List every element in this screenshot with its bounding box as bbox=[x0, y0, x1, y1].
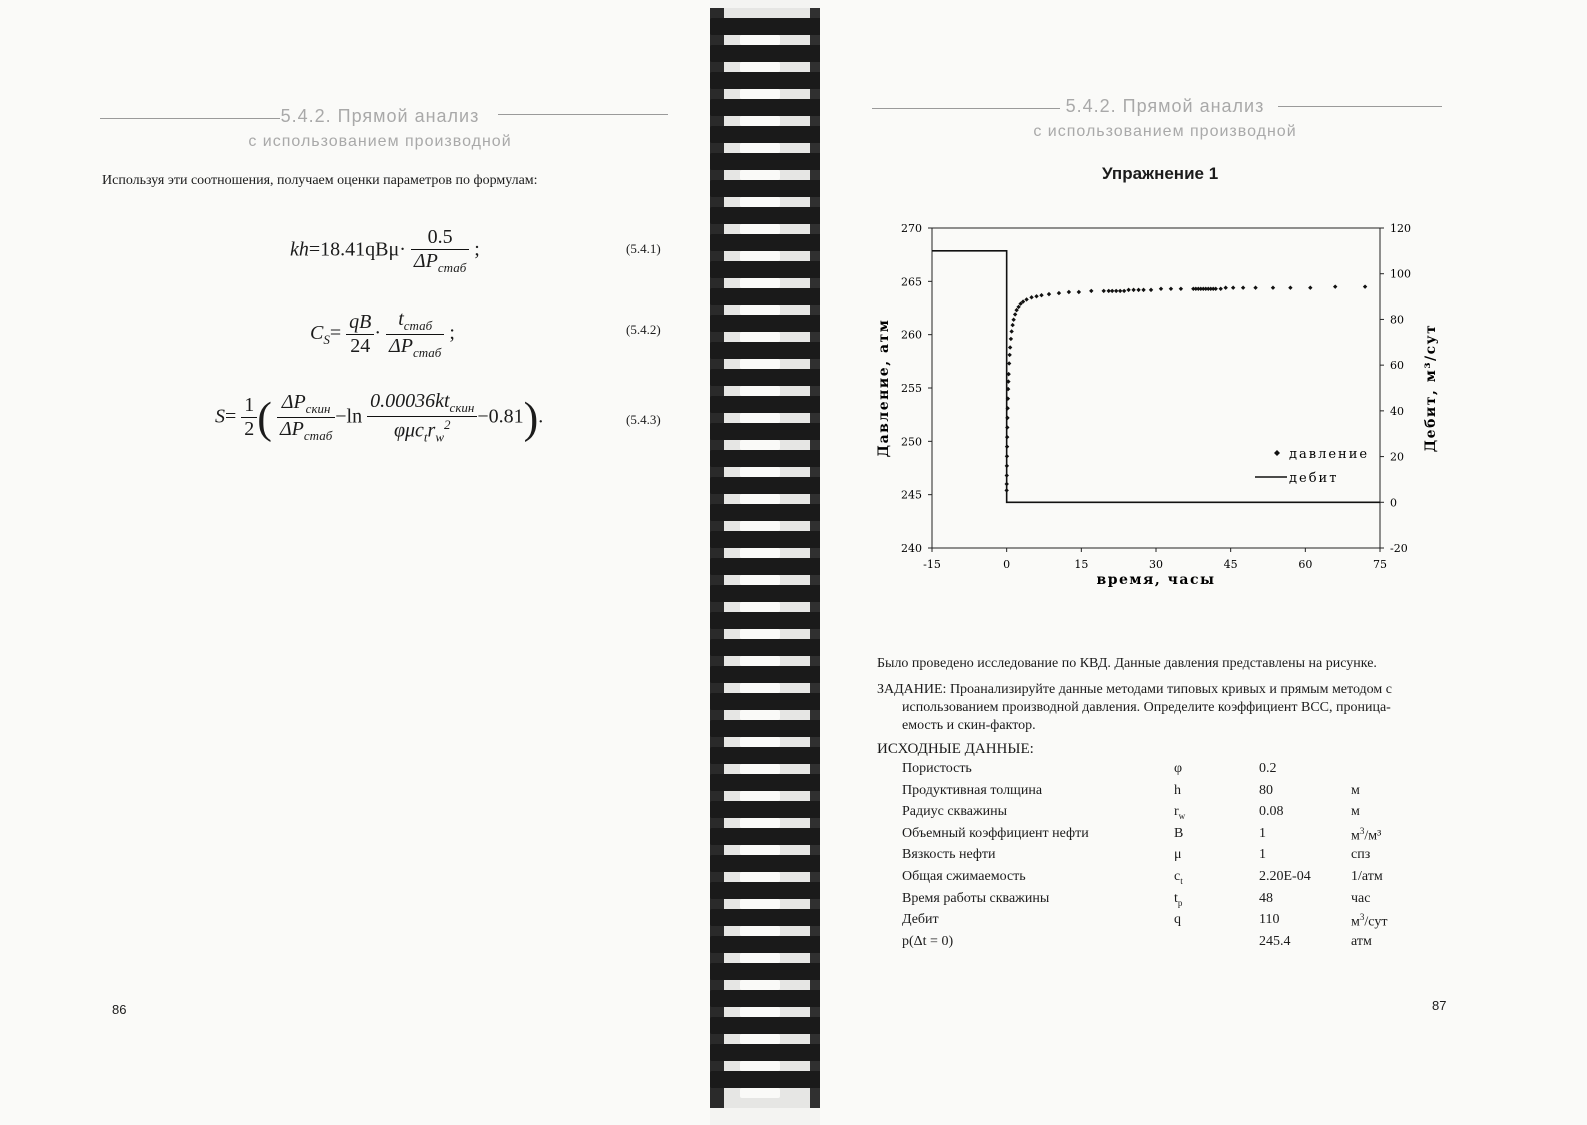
binding-gap bbox=[740, 116, 780, 126]
left-page bbox=[0, 0, 710, 1125]
param-row bbox=[902, 783, 1431, 805]
binding-ring bbox=[710, 801, 822, 818]
pressure-point bbox=[1149, 288, 1153, 292]
binding-gap bbox=[740, 89, 780, 99]
eq1-label: (5.4.1) bbox=[626, 241, 661, 256]
param-value: 0.2 bbox=[1259, 761, 1277, 776]
pressure-point bbox=[1013, 312, 1017, 316]
binding-ring bbox=[710, 1044, 822, 1061]
binding-ring bbox=[710, 1017, 822, 1034]
pressure-point bbox=[1110, 289, 1114, 293]
x-tick-label: 45 bbox=[1223, 558, 1238, 571]
param-name: p(Δt = 0) bbox=[902, 933, 954, 949]
eq1-denominator-sub: стаб bbox=[437, 260, 467, 275]
binding-gap bbox=[740, 602, 780, 612]
x-axis-title: время, часы bbox=[1096, 572, 1216, 588]
eq3-tail: −0.81 bbox=[477, 405, 524, 428]
paragraph-study: Было проведено исследование по КВД. Данные давления представлены на рисунке. bbox=[877, 656, 1377, 671]
binding-ring bbox=[710, 828, 822, 845]
binding-ring bbox=[710, 234, 822, 251]
eq3-half-den: 2 bbox=[244, 418, 255, 441]
param-unit: час bbox=[1351, 890, 1371, 906]
binding-ring bbox=[710, 963, 822, 980]
binding-gap bbox=[740, 764, 780, 774]
param-name: Время работы скважины bbox=[902, 890, 1050, 906]
eq1-denominator: ΔP bbox=[413, 250, 438, 272]
param-symbol: φ bbox=[1174, 761, 1183, 776]
pressure-point bbox=[1008, 345, 1012, 349]
section-title: 5.4.2. Прямой анализ bbox=[280, 106, 480, 126]
legend-rate-label: дебит bbox=[1289, 471, 1339, 486]
pressure-point bbox=[1089, 289, 1093, 293]
binding-gap bbox=[740, 791, 780, 801]
pressure-point bbox=[1141, 288, 1145, 292]
pressure-point bbox=[1005, 473, 1009, 477]
eq3-denominator-2-sub1: t bbox=[423, 429, 428, 445]
eq2-lhs: C bbox=[310, 322, 324, 345]
exercise-title: Упражнение 1 bbox=[1102, 164, 1219, 183]
param-unit: $м^3$/сут bbox=[1351, 912, 1388, 930]
eq1-lhs: kh bbox=[290, 238, 309, 261]
pressure-point bbox=[1118, 289, 1122, 293]
pressure-point bbox=[1007, 353, 1011, 357]
eq3-denominator-1: ΔP bbox=[279, 418, 304, 441]
param-row bbox=[902, 934, 1431, 956]
pressure-point bbox=[1034, 294, 1038, 298]
binding-gap bbox=[740, 440, 780, 450]
param-symbol: $c_t$ bbox=[1174, 868, 1183, 886]
binding-ring bbox=[710, 909, 822, 926]
pressure-point bbox=[1005, 482, 1009, 486]
pressure-point bbox=[1253, 286, 1257, 290]
pressure-point bbox=[1114, 289, 1118, 293]
binding-gap bbox=[740, 683, 780, 693]
binding-gap bbox=[740, 926, 780, 936]
pressure-point bbox=[1179, 287, 1183, 291]
param-symbol: $t_p$ bbox=[1174, 890, 1183, 908]
x-tick-label: 75 bbox=[1373, 558, 1387, 571]
param-value: 80 bbox=[1259, 782, 1273, 798]
param-unit: м bbox=[1351, 804, 1360, 820]
pressure-point bbox=[1039, 293, 1043, 297]
y2-tick-label: 80 bbox=[1390, 313, 1404, 327]
binding-ring bbox=[710, 288, 822, 305]
pressure-point bbox=[1005, 425, 1009, 429]
equation-5-4-2: $C_S=$ $\frac{qB}{24}$ · $\frac{t_{стаб}}{\Delta P_{стаб}}$ ; bbox=[310, 308, 455, 360]
param-value: 2.20E-04 bbox=[1259, 868, 1311, 884]
pressure-point bbox=[1067, 290, 1071, 294]
binding-gap bbox=[740, 197, 780, 207]
binding-gap bbox=[740, 62, 780, 72]
pressure-point bbox=[1136, 288, 1140, 292]
page-number-left: 86 bbox=[112, 1002, 127, 1017]
param-name: Радиус скважины bbox=[902, 804, 1008, 820]
y2-tick-label: 120 bbox=[1390, 222, 1411, 235]
binding-ring bbox=[710, 504, 822, 521]
rate-series-line bbox=[932, 251, 1380, 502]
pressure-point bbox=[1223, 286, 1227, 290]
eq2-numerator-2: t bbox=[398, 308, 404, 330]
input-data-table bbox=[902, 761, 1431, 955]
eq3-denominator-2-sub2: w bbox=[435, 429, 445, 445]
eq3-numerator-2-sub: скин bbox=[449, 400, 475, 415]
eq3-lhs: S bbox=[215, 405, 225, 428]
param-row bbox=[902, 826, 1431, 848]
eq1-numerator: 0.5 bbox=[411, 226, 469, 250]
binding-gap bbox=[740, 413, 780, 423]
param-value: 1 bbox=[1259, 847, 1266, 863]
binding-gap bbox=[740, 332, 780, 342]
param-name: Продуктивная толщина bbox=[902, 782, 1043, 798]
eq3-denominator-2: φμc bbox=[393, 419, 424, 442]
binding-ring bbox=[710, 666, 822, 683]
param-row bbox=[902, 891, 1431, 913]
eq3-half bbox=[241, 394, 257, 441]
eq1-fraction bbox=[411, 226, 469, 276]
task-line-3: емость и скин-фактор. bbox=[902, 718, 1036, 733]
section-subtitle: с использованием производной bbox=[1033, 123, 1297, 140]
binding-gap bbox=[740, 305, 780, 315]
param-symbol: h bbox=[1174, 782, 1181, 798]
binding-gap bbox=[740, 1007, 780, 1017]
input-data-header: ИСХОДНЫЕ ДАННЫЕ: bbox=[877, 741, 1034, 757]
binding-ring bbox=[710, 747, 822, 764]
y2-axis-title: Дебит, м³/сут bbox=[1423, 323, 1439, 453]
eq2-fraction-1 bbox=[346, 311, 374, 358]
x-tick-label: -15 bbox=[923, 558, 941, 571]
plot-area bbox=[932, 228, 1380, 548]
pressure-point bbox=[1005, 464, 1009, 468]
pressure-point bbox=[1009, 337, 1013, 341]
y-tick-label: 260 bbox=[901, 328, 922, 342]
eq2-denominator-2-sub: стаб bbox=[412, 345, 442, 360]
binding-ring bbox=[710, 45, 822, 62]
eq3-numerator-1-sub: скин bbox=[305, 401, 331, 417]
eq2-label: (5.4.2) bbox=[626, 322, 661, 337]
eq3-fraction-2 bbox=[367, 390, 477, 446]
y2-tick-label: 40 bbox=[1390, 404, 1404, 418]
pressure-point bbox=[1009, 329, 1013, 333]
y-tick-label: 245 bbox=[901, 488, 922, 502]
binding-gap bbox=[740, 980, 780, 990]
pressure-point bbox=[1057, 291, 1061, 295]
section-subtitle: с использованием производной bbox=[248, 133, 512, 150]
pressure-point bbox=[1010, 323, 1014, 327]
binding-gap bbox=[740, 548, 780, 558]
eq2-lhs-sub: S bbox=[323, 332, 330, 348]
binding-gap bbox=[740, 359, 780, 369]
eq1-coefficient: =18.41qBμ· bbox=[308, 238, 406, 261]
binding-gap bbox=[740, 710, 780, 720]
param-row bbox=[902, 804, 1431, 826]
param-unit: атм bbox=[1351, 933, 1372, 949]
page-number-right: 87 bbox=[1432, 998, 1447, 1013]
param-name: Пористость bbox=[902, 761, 972, 776]
pressure-point bbox=[1005, 444, 1009, 448]
x-tick-label: 60 bbox=[1298, 558, 1313, 571]
param-value: 110 bbox=[1259, 912, 1280, 928]
x-tick-label: 30 bbox=[1149, 558, 1163, 571]
binding-ring bbox=[710, 639, 822, 656]
eq3-denominator-1-sub: стаб bbox=[303, 428, 333, 444]
y-tick-label: 250 bbox=[901, 435, 922, 449]
pressure-point bbox=[1169, 287, 1173, 291]
binding-ring bbox=[710, 72, 822, 89]
eq2-numerator-2-sub: стаб bbox=[403, 318, 433, 333]
pressure-point bbox=[1077, 290, 1081, 294]
param-symbol: q bbox=[1174, 912, 1181, 928]
y2-tick-label: 100 bbox=[1390, 267, 1411, 281]
binding-ring bbox=[710, 99, 822, 116]
binding-gap bbox=[740, 818, 780, 828]
equation-5-4-1 bbox=[290, 226, 480, 276]
binding-gap bbox=[740, 278, 780, 288]
binding-ring bbox=[710, 585, 822, 602]
pressure-point bbox=[1333, 284, 1337, 288]
param-symbol: μ bbox=[1174, 847, 1182, 863]
param-unit: м bbox=[1351, 782, 1360, 798]
param-value: 245.4 bbox=[1259, 933, 1291, 949]
pressure-rate-chart bbox=[870, 210, 1490, 590]
binding-ring bbox=[710, 342, 822, 359]
binding-gap bbox=[740, 224, 780, 234]
binding-gap bbox=[740, 1061, 780, 1071]
binding-gap bbox=[740, 629, 780, 639]
binding-ring bbox=[710, 180, 822, 197]
param-symbol bbox=[1174, 934, 1259, 956]
binding-ring bbox=[710, 369, 822, 386]
section-title: 5.4.2. Прямой анализ bbox=[1065, 96, 1265, 116]
y-tick-label: 265 bbox=[901, 275, 922, 289]
pressure-point bbox=[1271, 286, 1275, 290]
section-header bbox=[1005, 96, 1325, 141]
eq3-denominator-2-mid: r bbox=[427, 419, 436, 442]
binding-gap bbox=[740, 143, 780, 153]
pressure-point bbox=[1007, 361, 1011, 365]
binding-ring bbox=[710, 558, 822, 575]
eq2-denominator-2: ΔP bbox=[389, 335, 413, 357]
pressure-point bbox=[1126, 288, 1130, 292]
y2-tick-label: 0 bbox=[1390, 496, 1397, 510]
section-header bbox=[230, 106, 530, 151]
spiral-binding bbox=[710, 8, 822, 1108]
param-unit: 1/атм bbox=[1351, 868, 1383, 884]
binding-gap bbox=[740, 494, 780, 504]
binding-ring bbox=[710, 693, 822, 710]
y-axis-title: Давление, атм bbox=[876, 318, 892, 458]
param-unit: $м^3/м^3$ bbox=[1351, 825, 1382, 844]
binding-ring bbox=[710, 261, 822, 278]
binding-ring bbox=[710, 477, 822, 494]
param-row bbox=[902, 869, 1431, 891]
legend-pressure-label: давление bbox=[1289, 447, 1370, 462]
pressure-point bbox=[1131, 288, 1135, 292]
binding-gap bbox=[740, 737, 780, 747]
task-line-1: ЗАДАНИЕ: Проанализируйте данные методами типовых кривых и прямым методом с bbox=[877, 682, 1392, 697]
param-unit: спз bbox=[1351, 847, 1371, 863]
eq3-ln: −ln bbox=[335, 405, 363, 428]
binding-ring bbox=[710, 855, 822, 872]
y-tick-label: 255 bbox=[901, 382, 922, 395]
pressure-point bbox=[1363, 284, 1367, 288]
binding-ring bbox=[710, 720, 822, 737]
y-tick-label: 240 bbox=[901, 542, 922, 555]
pressure-point bbox=[1024, 297, 1028, 301]
binding-gap bbox=[740, 170, 780, 180]
binding-gap bbox=[740, 953, 780, 963]
pressure-point bbox=[1241, 286, 1245, 290]
pressure-point bbox=[1004, 488, 1008, 492]
eq2-numerator-1: qB bbox=[346, 311, 374, 335]
binding-ring bbox=[710, 18, 822, 35]
y2-tick-label: 60 bbox=[1390, 359, 1404, 373]
param-name: Объемный коэффициент нефти bbox=[902, 825, 1089, 841]
task-line-2: использованием производной давления. Определите коэффициент ВСС, проница- bbox=[902, 700, 1391, 715]
binding-ring bbox=[710, 882, 822, 899]
binding-ring bbox=[710, 450, 822, 467]
binding-gap bbox=[740, 575, 780, 585]
binding-ring bbox=[710, 531, 822, 548]
intro-text: Используя эти соотношения, получаем оценки параметров по формулам: bbox=[102, 173, 538, 188]
binding-ring bbox=[710, 396, 822, 413]
binding-gap bbox=[740, 872, 780, 882]
binding-gap bbox=[740, 845, 780, 855]
eq3-numerator-1: ΔP bbox=[281, 391, 306, 414]
eq3-fraction-1 bbox=[277, 391, 335, 444]
param-value: 1 bbox=[1259, 825, 1266, 841]
pressure-point bbox=[1102, 289, 1106, 293]
param-name: Дебит bbox=[902, 912, 939, 928]
binding-gap bbox=[740, 35, 780, 45]
eq2-denominator-1: 24 bbox=[350, 335, 371, 357]
eq3-label: (5.4.3) bbox=[626, 412, 661, 427]
y2-tick-label: -20 bbox=[1390, 542, 1408, 555]
pressure-point bbox=[1005, 435, 1009, 439]
pressure-point bbox=[1214, 287, 1218, 291]
param-value: 0.08 bbox=[1259, 804, 1284, 820]
eq2-fraction-2 bbox=[386, 308, 444, 361]
y2-tick-label: 20 bbox=[1390, 450, 1404, 464]
binding-ring bbox=[710, 774, 822, 791]
legend-pressure-marker bbox=[1274, 450, 1280, 456]
binding-ring bbox=[710, 936, 822, 953]
x-tick-label: 0 bbox=[1003, 558, 1011, 571]
binding-gap bbox=[740, 386, 780, 396]
eq2-tail: ; bbox=[449, 322, 455, 345]
param-row bbox=[902, 912, 1431, 934]
eq3-numerator-2: 0.00036kt bbox=[370, 390, 450, 412]
param-row bbox=[902, 761, 1431, 783]
param-unit bbox=[1351, 761, 1431, 783]
pressure-point bbox=[1159, 287, 1163, 291]
eq1-tail: ; bbox=[474, 238, 480, 261]
binding-ring bbox=[710, 153, 822, 170]
pressure-point bbox=[1288, 286, 1292, 290]
param-row bbox=[902, 847, 1431, 869]
pressure-point bbox=[1231, 286, 1235, 290]
eq3-denominator-2-sup: 2 bbox=[444, 417, 451, 432]
binding-ring bbox=[710, 1071, 822, 1088]
binding-gap bbox=[740, 1088, 780, 1098]
pressure-point bbox=[1005, 454, 1009, 458]
param-symbol: $r_w$ bbox=[1174, 804, 1186, 821]
param-symbol: B bbox=[1174, 825, 1184, 841]
binding-ring bbox=[710, 423, 822, 440]
x-tick-label: 15 bbox=[1074, 558, 1089, 571]
binding-gap bbox=[740, 467, 780, 477]
binding-ring bbox=[710, 990, 822, 1007]
pressure-point bbox=[1219, 287, 1223, 291]
binding-ring bbox=[710, 315, 822, 332]
y-tick-label: 270 bbox=[901, 222, 922, 235]
binding-gap bbox=[740, 1034, 780, 1044]
binding-ring bbox=[710, 126, 822, 143]
param-name: Вязкость нефти bbox=[902, 847, 996, 863]
pressure-point bbox=[1029, 295, 1033, 299]
binding-gap bbox=[740, 251, 780, 261]
binding-ring bbox=[710, 207, 822, 224]
param-value: 48 bbox=[1259, 890, 1273, 906]
pressure-point bbox=[1122, 289, 1126, 293]
binding-ring bbox=[710, 612, 822, 629]
eq3-half-num: 1 bbox=[241, 394, 257, 418]
param-name: Общая сжимаемость bbox=[902, 868, 1026, 884]
pressure-point bbox=[1047, 292, 1051, 296]
pressure-point bbox=[1011, 318, 1015, 322]
binding-gap bbox=[740, 521, 780, 531]
binding-gap bbox=[740, 656, 780, 666]
equation-5-4-3: S= $\frac{1}{2}$ ( $\frac{\Delta P_{скин}}{\Delta P_{стаб}}$ −ln $\frac{0.00036kt_{скин}}{\varphi\mu c_tr_w^2}$ −0.81). bbox=[215, 390, 544, 445]
binding-gap bbox=[740, 899, 780, 909]
pressure-point bbox=[1308, 286, 1312, 290]
